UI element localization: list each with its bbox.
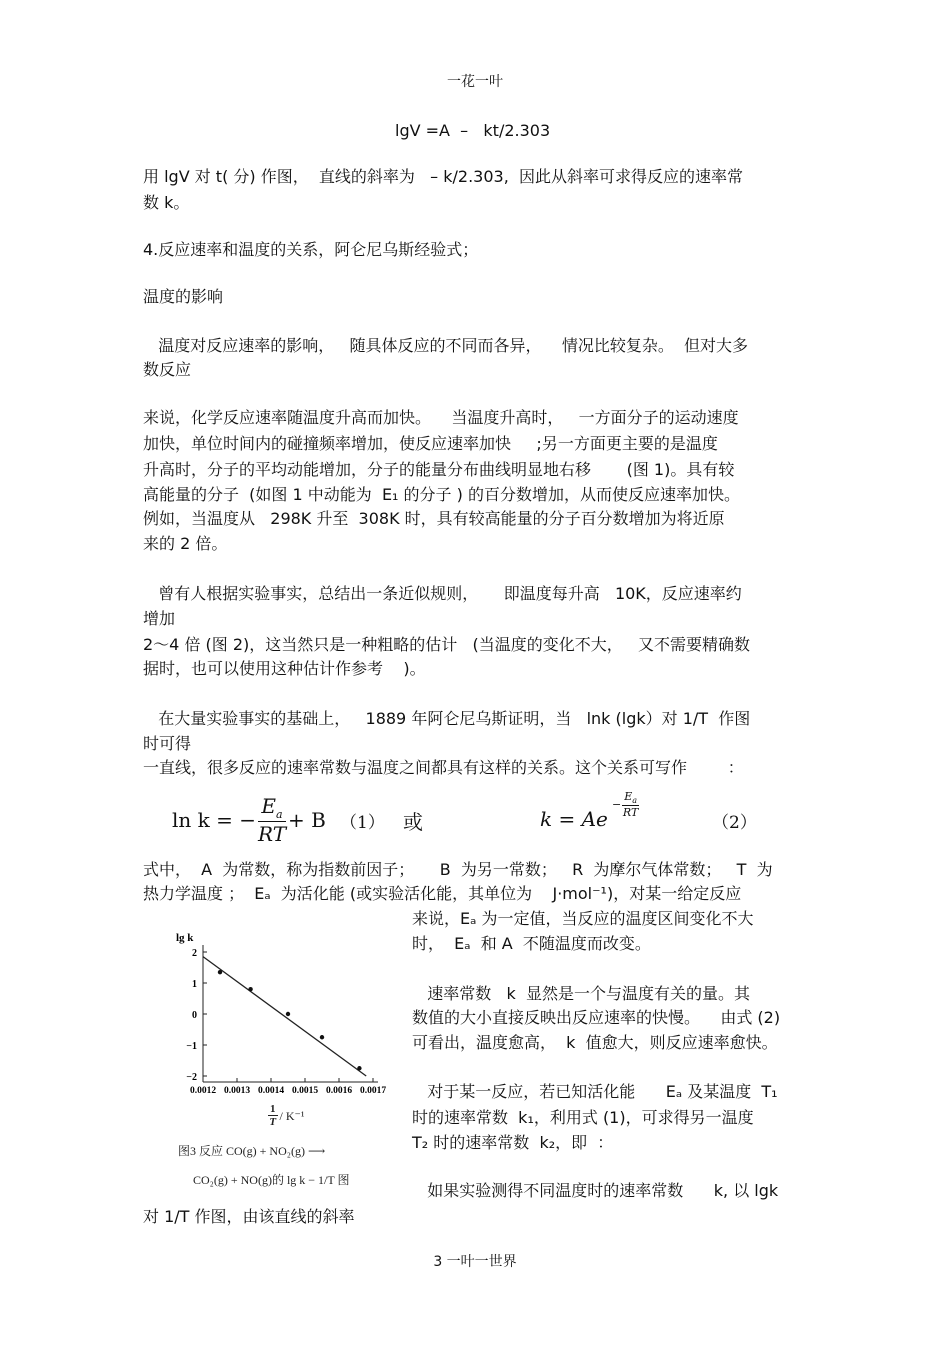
formula1-numerator: E bbox=[261, 794, 277, 818]
subheading: 温度的影响 bbox=[143, 287, 224, 306]
section-heading: 4.反应速率和温度的关系，阿仑尼乌斯经验式； bbox=[143, 240, 479, 259]
formula1-tag: （1） bbox=[340, 813, 385, 833]
formula1-fraction bbox=[258, 794, 286, 846]
right-line-1: 来说，Eₐ 为一定值，当反应的温度区间变化不大 bbox=[412, 909, 754, 928]
p3-line-6: 来的 2 倍。 bbox=[143, 534, 228, 553]
formula-or: 或 bbox=[403, 810, 423, 834]
y-tick-label: −2 bbox=[186, 1072, 197, 1083]
formula1-numerator-sub: a bbox=[276, 808, 283, 821]
x-tick-label: 0.0015 bbox=[291, 1086, 319, 1096]
x-tick-label: 0.0017 bbox=[359, 1086, 387, 1096]
last-line: 对 1/T 作图，由该直线的斜率 bbox=[143, 1207, 355, 1226]
p5-line-3: 一直线，很多反应的速率常数与温度之间都具有这样的关系。这个关系可写作 ： bbox=[143, 758, 744, 777]
right-line-12: 如果实验测得不同温度时的速率常数 k, 以 lgk bbox=[412, 1181, 779, 1200]
formula2-lhs: k = Ae bbox=[540, 807, 608, 831]
p4-line-3: 2～4 倍 (图 2)，这当然只是一种粗略的估计 (当温度的变化不大， 又不需要精确数 bbox=[143, 635, 751, 654]
y-tick-label: 2 bbox=[192, 948, 197, 959]
x-tick-label: 0.0016 bbox=[325, 1086, 353, 1096]
figure-caption-line-1: 图3 反应 CO(g) + NO₂(g) ⟶ bbox=[178, 1144, 326, 1158]
right-line-8: 对于某一反应，若已知活化能 Eₐ 及某温度 T₁ bbox=[412, 1082, 778, 1101]
formula2-exponent: − $\frac{E_a}{RT}$ bbox=[612, 790, 639, 820]
p5-line-2: 时可得 bbox=[143, 734, 192, 753]
data-point bbox=[218, 970, 222, 974]
p3-line-4: 高能量的分子 (如图 1 中动能为 E₁ 的分子 ) 的百分数增加，从而使反应速率加快。 bbox=[143, 485, 740, 504]
p3-line-3: 升高时，分子的平均动能增加，分子的能量分布曲线明显地右移 (图 1)。具有较 bbox=[143, 460, 735, 479]
fit-line bbox=[203, 957, 366, 1076]
right-line-2: 时， Eₐ 和 A 不随温度而改变。 bbox=[412, 934, 651, 953]
data-point bbox=[357, 1066, 361, 1070]
p3-line-5: 例如，当温度从 298K 升至 308K 时，具有较高能量的分子百分数增加为将近原 bbox=[143, 509, 725, 528]
x-tick-label: 0.0013 bbox=[223, 1086, 251, 1096]
xlabel-denominator: T bbox=[269, 1116, 277, 1128]
p1-line-1: 用 lgV 对 t( 分) 作图， 直线的斜率为 – k/2.303, 因此从斜率可求得反应的速率常 bbox=[143, 167, 743, 186]
right-line-4: 速率常数 k 显然是一个与温度有关的量。其 bbox=[412, 984, 750, 1003]
y-tick-label: 1 bbox=[192, 979, 197, 990]
p2-line-2: 数反应 bbox=[143, 360, 192, 379]
data-point bbox=[320, 1035, 324, 1039]
p4-line-2: 增加 bbox=[143, 609, 176, 628]
right-line-10: T₂ 时的速率常数 k₂，即 ： bbox=[412, 1133, 614, 1152]
formula2-exp-numerator: E bbox=[624, 790, 633, 803]
chart-xlabel bbox=[268, 1104, 304, 1128]
p2-line-1: 温度对反应速率的影响， 随具体反应的不同而各异， 情况比较复杂。 但对大多 bbox=[143, 336, 749, 355]
xlabel-numerator: 1 bbox=[270, 1103, 276, 1115]
x-tick-label: 0.0012 bbox=[189, 1086, 217, 1096]
arrhenius-formula-1 bbox=[172, 790, 326, 850]
p1-line-2: 数 k。 bbox=[143, 193, 190, 212]
equation-lgv: lgV =A – kt/2.303 bbox=[395, 121, 551, 140]
x-tick-label: 0.0014 bbox=[257, 1086, 285, 1096]
formula1-rhs: + B bbox=[288, 808, 326, 832]
figure-caption-line-2: CO₂(g) + NO(g)的 lg k − 1/T 图 bbox=[193, 1173, 350, 1187]
data-point bbox=[286, 1012, 290, 1016]
y-tick-label: 0 bbox=[192, 1010, 197, 1021]
p4-line-1: 曾有人根据实验事实，总结出一条近似规则， 即温度每升高 10K，反应速率约 bbox=[143, 584, 742, 603]
data-point bbox=[248, 987, 252, 991]
p3-line-2: 加快，单位时间内的碰撞频率增加，使反应速率加快 ;另一方面更主要的是温度 bbox=[143, 434, 718, 453]
p4-line-4: 据时，也可以使用这种估计作参考 )。 bbox=[143, 659, 426, 678]
page-footer: 3 一叶一世界 bbox=[433, 1254, 517, 1270]
chart-ylabel: lg k bbox=[176, 932, 194, 944]
formula1-denominator: RT bbox=[257, 822, 287, 846]
formula1-lhs: ln k = − bbox=[172, 808, 256, 832]
p6-line-1: 式中， A 为常数，称为指数前因子； B 为另一常数； R 为摩尔气体常数； T 为 bbox=[143, 860, 773, 879]
right-line-5: 数值的大小直接反映出反应速率的快慢。 由式 (2) bbox=[412, 1008, 781, 1027]
right-line-9: 时的速率常数 k₁，利用式 (1)，可求得另一温度 bbox=[412, 1108, 754, 1127]
lgk-vs-inverse-t-chart bbox=[170, 925, 400, 1096]
p3-line-1: 来说，化学反应速率随温度升高而加快。 当温度升高时， 一方面分子的运动速度 bbox=[143, 408, 739, 427]
p6-line-2: 热力学温度 ； Eₐ 为活化能 (或实验活化能，其单位为 J·mol⁻¹)，对某一给定反应 bbox=[143, 884, 742, 903]
p5-line-1: 在大量实验事实的基础上， 1889 年阿仑尼乌斯证明，当 lnk (lgk）对 1/T 作图 bbox=[143, 709, 751, 728]
xlabel-unit: / K⁻¹ bbox=[279, 1108, 305, 1123]
right-line-6: 可看出，温度愈高， k 值愈大，则反应速率愈快。 bbox=[412, 1033, 778, 1052]
y-tick-label: −1 bbox=[186, 1041, 197, 1052]
formula2-tag: （2） bbox=[712, 813, 757, 833]
page-header: 一花一叶 bbox=[447, 74, 503, 90]
formula2-exp-denominator: RT bbox=[622, 806, 639, 820]
formula2-exp-numerator-sub: a bbox=[632, 796, 638, 806]
